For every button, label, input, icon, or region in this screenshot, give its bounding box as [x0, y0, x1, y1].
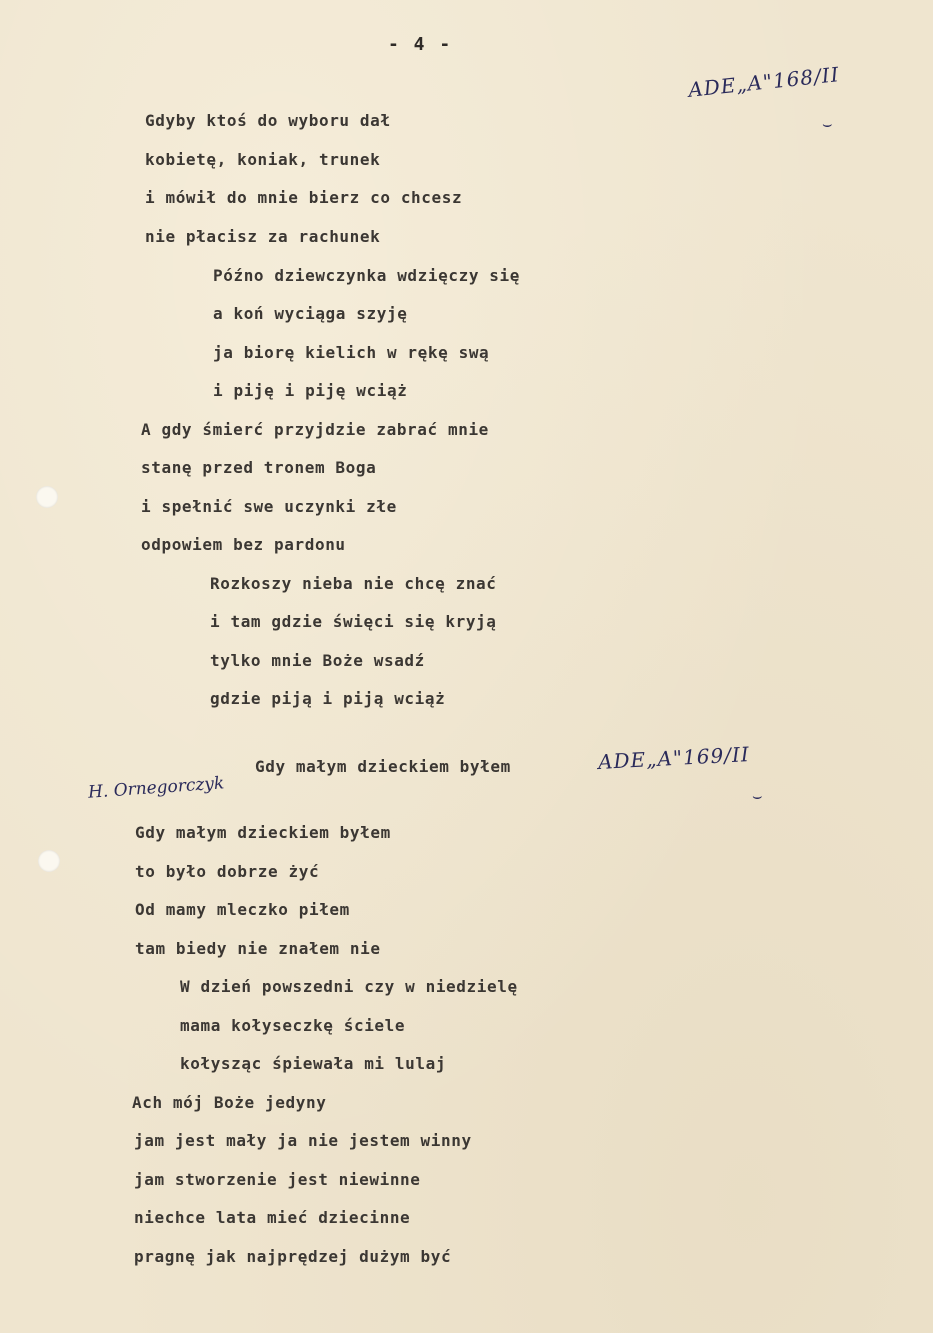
poem2-line: to było dobrze żyć	[135, 862, 320, 881]
poem1-line: A gdy śmierć przyjdzie zabrać mnie	[141, 420, 489, 439]
poem2-line: jam jest mały ja nie jestem winny	[134, 1131, 472, 1150]
poem2-line: pragnę jak najprędzej dużym być	[134, 1247, 452, 1266]
margin-note-author: H. Ornegorczyk	[87, 773, 225, 803]
poem1-line: a koń wyciąga szyję	[213, 304, 408, 323]
poem1-line: Rozkoszy nieba nie chcę znać	[210, 574, 497, 593]
poem1-line: i mówił do mnie bierz co chcesz	[145, 188, 463, 207]
poem2-line: jam stworzenie jest niewinne	[134, 1170, 421, 1189]
poem2-line: tam biedy nie znałem nie	[135, 939, 381, 958]
poem1-line: i tam gdzie święci się kryją	[210, 612, 497, 631]
poem1-line: odpowiem bez pardonu	[141, 535, 346, 554]
poem2-title: Gdy małym dzieckiem byłem	[255, 757, 511, 776]
poem2-line: kołysząc śpiewała mi lulaj	[180, 1054, 447, 1073]
archive-mark-168: ADE„A"168/II	[687, 62, 841, 102]
poem1-line: i piję i piję wciąż	[213, 381, 408, 400]
poem2-line: mama kołyseczkę ściele	[180, 1016, 406, 1035]
punch-hole-bottom	[38, 850, 60, 872]
poem1-line: gdzie piją i piją wciąż	[210, 689, 446, 708]
poem1-line: stanę przed tronem Boga	[141, 458, 377, 477]
archive-mark-169-underline: ⌣	[752, 786, 763, 805]
poem2-line: Gdy małym dzieckiem byłem	[135, 823, 391, 842]
poem1-line: ja biorę kielich w rękę swą	[213, 343, 490, 362]
poem1-line: Gdyby ktoś do wyboru dał	[145, 111, 391, 130]
poem1-line: Późno dziewczynka wdzięczy się	[213, 266, 520, 285]
punch-hole-top	[36, 486, 58, 508]
archive-mark-169: ADE„A"169/II	[597, 742, 751, 774]
poem2-line: niechce lata mieć dziecinne	[134, 1208, 411, 1227]
poem1-line: tylko mnie Boże wsadź	[210, 651, 425, 670]
poem2-line: Ach mój Boże jedyny	[132, 1093, 327, 1112]
poem2-line: W dzień powszedni czy w niedzielę	[180, 977, 518, 996]
page-number: - 4 -	[388, 34, 453, 55]
poem2-line: Od mamy mleczko piłem	[135, 900, 350, 919]
poem1-line: kobietę, koniak, trunek	[145, 150, 381, 169]
poem1-line: i spełnić swe uczynki złe	[141, 497, 397, 516]
poem1-line: nie płacisz za rachunek	[145, 227, 381, 246]
archive-mark-168-underline: ⌣	[822, 114, 833, 133]
